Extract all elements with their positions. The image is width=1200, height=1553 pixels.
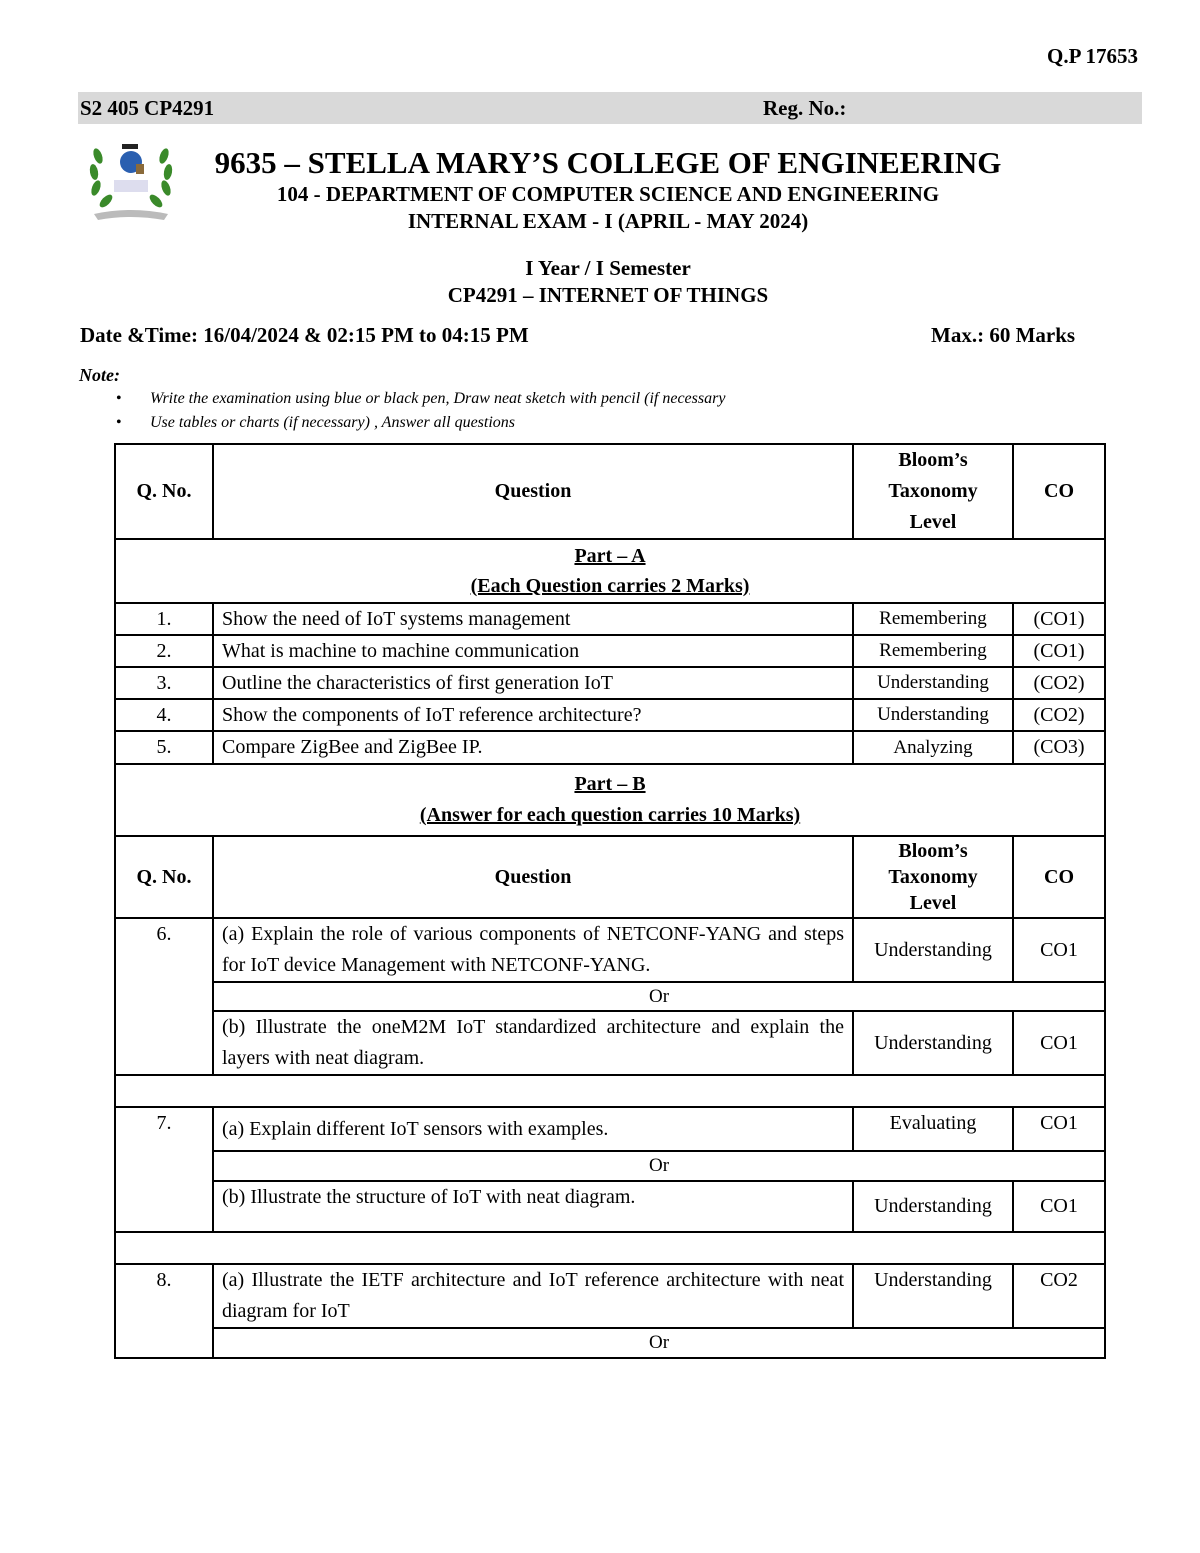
table-row [115,918,1105,982]
header-band [78,92,1142,124]
table-cell: Show the need of IoT systems management [213,603,853,635]
table-cell: 8. [115,1264,213,1358]
table-cell: (Answer for each question carries 10 Marks) [419,804,801,826]
table-cell: (a) Explain different IoT sensors with examples. [213,1107,853,1151]
table-cell: (CO1) [1013,603,1105,635]
reg-no-label: Reg. No.: [763,96,847,120]
table-cell: Taxonomy [888,866,978,888]
table-cell: Bloom’s [898,449,968,471]
table-row [115,699,1105,731]
table-cell: Understanding [853,699,1013,731]
table-cell: Show the components of IoT reference architecture? [213,699,853,731]
table-row [115,1011,1105,1075]
table-cell: What is machine to machine communication [213,635,853,667]
table-cell: Write the examination using blue or black pen, Draw neat sketch with pencil (if necessary [150,390,726,407]
table-cell: (b) Illustrate the oneM2M IoT standardized architecture and explain the layers with neat diagram. [213,1011,853,1075]
department-name: 104 - DEPARTMENT OF COMPUTER SCIENCE AND ENGINEERING [276,182,940,206]
header-co: CO [1013,444,1105,539]
table-cell: (a) Illustrate the IETF architecture and IoT reference architecture with neat diagram for IoT [213,1264,853,1328]
table-cell: 6. [115,918,213,1075]
header-blooms [853,444,1013,539]
exam-title: INTERNAL EXAM - I (APRIL - MAY 2024) [407,209,809,233]
table-cell: 2. [115,635,213,667]
table-cell: (CO3) [1013,731,1105,764]
table-row [115,731,1105,764]
note-item [116,390,725,408]
table-cell: Understanding [853,667,1013,699]
or-row [115,1328,1105,1358]
table-row [115,603,1105,635]
part-a-heading [115,539,1105,603]
bullet-icon: • [116,414,122,431]
table-cell: Understanding [853,1181,1013,1232]
table-cell: (Each Question carries 2 Marks) [470,575,750,597]
table-cell: Use tables or charts (if necessary) , Answer all questions [150,414,516,431]
question-table [114,443,1106,1359]
table-cell: Part – B [574,773,646,795]
table-cell: Bloom’s [898,840,968,862]
question-paper-number: Q.P 17653 [1046,44,1138,68]
table-cell: 5. [115,731,213,764]
table-cell: Compare ZigBee and ZigBee IP. [213,731,853,764]
table-header [115,836,1105,918]
header-qno: Q. No. [115,444,213,539]
header-question: Question [213,444,853,539]
table-cell: Level [909,892,957,914]
table-cell: Question [213,836,853,918]
table-cell: Q. No. [115,836,213,918]
table-row [115,635,1105,667]
table-cell: Or [213,1328,1105,1358]
table-cell: Level [909,511,957,533]
table-cell: Understanding [853,1011,1013,1075]
table-cell: Part – A [574,545,646,567]
table-cell: 1. [115,603,213,635]
course-code: S2 405 CP4291 [80,96,215,120]
table-cell: Analyzing [853,731,1013,764]
subject-title: CP4291 – INTERNET OF THINGS [447,283,769,307]
table-cell: 4. [115,699,213,731]
table-cell: Understanding [853,918,1013,982]
table-cell: CO1 [1013,1011,1105,1075]
table-cell: CO2 [1013,1264,1105,1328]
table-cell: CO [1013,836,1105,918]
year-semester: I Year / I Semester [525,256,691,280]
table-cell: Taxonomy [888,480,978,502]
table-cell: (CO1) [1013,635,1105,667]
table-cell: Remembering [853,635,1013,667]
bullet-icon: • [116,390,122,407]
spacer-row [115,1232,1105,1264]
table-cell: 3. [115,667,213,699]
table-cell: Outline the characteristics of first generation IoT [213,667,853,699]
table-cell: Or [213,982,1105,1011]
table-row [115,1264,1105,1328]
note-item [116,414,515,432]
table-cell: 7. [115,1107,213,1232]
table-cell: (CO2) [1013,667,1105,699]
spacer-row [115,1075,1105,1107]
date-time: Date &Time: 16/04/2024 & 02:15 PM to 04:15 PM [80,323,529,347]
note-label: Note: [79,365,120,385]
table-row [115,1181,1105,1232]
table-cell: Understanding [853,1264,1013,1328]
table-row [115,1107,1105,1151]
part-b-heading [115,764,1105,836]
or-row [115,982,1105,1011]
table-cell: (b) Illustrate the structure of IoT with neat diagram. [213,1181,853,1232]
table-cell: (a) Explain the role of various components of NETCONF-YANG and steps for IoT device Management with NETCONF-YANG. [213,918,853,982]
table-cell: Remembering [853,603,1013,635]
table-cell: CO1 [1013,1107,1105,1151]
max-marks: Max.: 60 Marks [931,323,1076,347]
table-cell: CO1 [1013,1181,1105,1232]
table-row [115,667,1105,699]
college-name: 9635 – STELLA MARY’S COLLEGE OF ENGINEERING [214,145,1002,180]
table-cell: Evaluating [853,1107,1013,1151]
table-cell: Or [213,1151,1105,1181]
table-header [115,444,1105,539]
or-row [115,1151,1105,1181]
table-cell: CO1 [1013,918,1105,982]
table-cell: (CO2) [1013,699,1105,731]
